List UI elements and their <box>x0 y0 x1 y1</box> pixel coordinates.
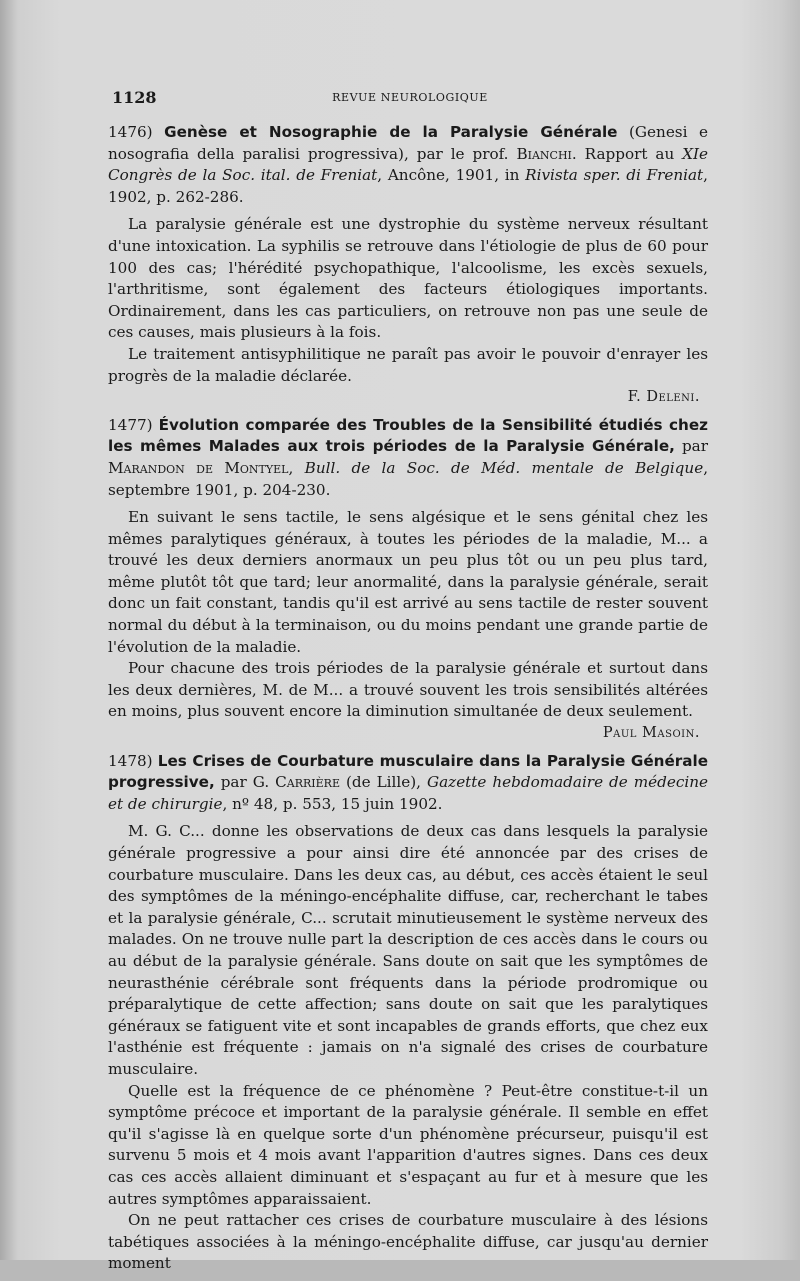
entry-citation: , septembre 1901, p. 204-230. <box>108 458 709 499</box>
paragraph: Quelle est la fréquence de ce phénomène ? Peut-être constitue-t-il un symptôme précoce et important de la paralysie générale. Il semble en effet qu'il s'agisse là en quelque sorte d'un phénomène précurseur, puisqu'il est survenu 5 mois et 4 mois avant l'apparition d'autres signes. Dans ces deux cas ces accès allaient diminuant et s'espaçant au fur et à mesure que les autres symptômes apparaissaient. <box>108 1081 708 1208</box>
paragraph: En suivant le sens tactile, le sens algésique et le sens génital chez les mêmes paralytiques généraux, à toutes les périodes de la maladie, M... a trouvé les deux derniers anormaux un peu plus tôt ou un peu plus tard, même plutôt tôt que tard; leur anormalité, dans la paralysie générale, serait donc un fait constant, tandis qu'il est arrivé au sens tactile de rester souvent normal du début à la terminaison, ou du moins pendant une grande partie de l'évolution de la maladie. <box>108 508 708 656</box>
entry-citation: , <box>288 458 305 477</box>
entry-journal: Rivista sper. di Freniat <box>525 166 704 185</box>
entry-heading <box>108 751 708 816</box>
paragraph: Le traitement antisyphilitique ne paraît pas avoir le pouvoir d'enrayer les progrès de la maladie déclarée. <box>108 344 708 385</box>
entry-citation: , 1902, p. 262-286. <box>108 166 708 206</box>
abstract-entry <box>108 122 708 409</box>
entry-citation: (de Lille), <box>339 773 427 792</box>
entry-citation: par <box>674 437 708 456</box>
entry-heading <box>108 415 708 501</box>
reviewer-signature: Paul Masoin. <box>602 725 700 742</box>
running-title: REVUE NEUROLOGIQUE <box>332 91 488 104</box>
entry-citation: , nº 48, p. 553, 15 juin 1902. <box>222 794 443 813</box>
entry-author: Bianchi <box>516 144 572 163</box>
entry-citation: par G. <box>214 773 276 792</box>
paragraph: Pour chacune des trois périodes de la paralysie générale et surtout dans les deux dernières, M. de M... a trouvé souvent les trois sensibilités altérées en moins, plus souvent encore la diminution simultanée de deux seulement. <box>108 659 708 721</box>
abstract-entry <box>108 751 708 1275</box>
entry-number: 1477) <box>108 415 153 434</box>
entry-heading <box>108 122 708 208</box>
reviewer-signature: F. Deleni. <box>627 389 700 406</box>
entry-title: Évolution comparée des Troubles de la Sensibilité étudiés chez les mêmes Malades aux trois périodes de la Paralysie Générale, <box>108 415 708 456</box>
entry-journal: Gazette hebdomadaire de médecine et de chirurgie <box>108 773 708 813</box>
entry-congress: XIe Congrès de la Soc. ital. de Freniat <box>108 144 708 185</box>
entry-number: 1478) <box>108 751 153 770</box>
entry-citation: (Genesi e nosografia della paralisi progressiva), par le prof. <box>108 123 708 163</box>
entry-citation: . Rapport au <box>571 144 683 163</box>
paragraph: La paralysie générale est une dystrophie du système nerveux résultant d'une intoxication. La syphilis se retrouve dans l'étiologie de plus de 60 pour 100 des cas; l'hérédité psychopathique, l'alcoolisme, les excès sexuels, l'arthritisme, sont également des facteurs étiologiques importants. Ordinairement, dans les cas particuliers, on retrouve non pas une seule de ces causes, mais plusieurs à la fois. <box>108 215 708 342</box>
article-body <box>108 122 708 1281</box>
entry-title: Les Crises de Courbature musculaire dans la Paralysie Générale progressive, <box>108 751 709 792</box>
entry-title: Genèse et Nosographie de la Paralysie Générale <box>164 123 618 141</box>
paragraph: On ne peut rattacher ces crises de courbature musculaire à des lésions tabétiques associées à la méningo-encéphalite diffuse, car jusqu'au dernier moment <box>108 1211 708 1273</box>
entry-number: 1476) <box>108 123 153 141</box>
page-number: 1128 <box>112 88 157 107</box>
abstract-entry <box>108 415 708 745</box>
paragraph: M. G. C... donne les observations de deux cas dans lesquels la paralysie générale progressive a pour ainsi dire été annoncée par des crises de courbature musculaire. Dans les deux cas, au début, ces accès étaient le seul des symptômes de la méningo-encéphalite diffuse, car, recherchant le tabes et la paralysie générale, C... scrutait minutieusement le système nerveux des malades. On ne trouve nulle part la description de ces accès dans le cours ou au début de la paralysie générale. Sans doute on sait que les symptômes de neurasthénie cérébrale sont fréquents dans la période prodromique ou préparalytique de cette affection; sans doute on sait que les paralytiques généraux se fatiguent vite et sont incapables de grands efforts, que chez eux l'asthénie est fréquente : jamais on n'a signalé des crises de courbature musculaire. <box>108 822 708 1078</box>
entry-author: Carrière <box>275 773 340 792</box>
entry-journal: Bull. de la Soc. de Méd. mentale de Belgique <box>304 458 704 477</box>
entry-citation: , Ancône, 1901, in <box>377 166 526 185</box>
entry-author: Marandon de Montyel <box>108 458 289 477</box>
page-header <box>112 88 708 108</box>
